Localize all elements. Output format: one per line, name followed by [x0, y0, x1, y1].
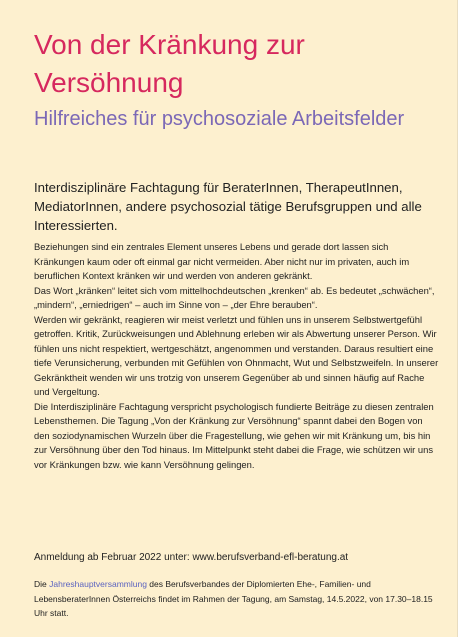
meeting-note-highlight: Jahreshauptversammlung [49, 579, 147, 589]
body-text [34, 240, 439, 472]
body-paragraph-2: Das Wort „kränken“ leitet sich vom mittelhochdeutschen „krenken“ ab. Es bedeutet „schwächen“, „mindern“, „erniedrigen“ – auch im Sinne von – „der Ehre berauben“. [34, 284, 435, 310]
lead-paragraph: Interdisziplinäre Fachtagung für BeraterInnen, TherapeutInnen, MediatorInnen, andere psychosozial tätige Berufsgruppen und alle Interessierten. [34, 180, 422, 233]
meeting-note-rest: des Berufsverbandes der Diplomierten Ehe-, Familien- und LebensberaterInnen Österreichs findet im Rahmen der Tagung, am Samstag, 14.5.2022, von 17.30–18.15 Uhr statt. [34, 579, 433, 618]
meeting-note [34, 577, 439, 621]
page-title: Von der Kränkung zur Versöhnung [34, 29, 305, 98]
body-paragraph-3: Werden wir gekränkt, reagieren wir meist verletzt und fühlen uns in unserem Selbstwertgefühl getroffen. Kritik, Zurückweisungen und Ablehnung erleben wir als Abwertung unserer Person. Wir fühlen uns nicht respektiert, wertgeschätzt, angenommen und verstanden. Daraus resultiert eine tiefe Verunsicherung, verbunden mit Gefühlen von Ohnmacht, Wut und Selbstzweifeln. In unserer Gekränktheit wenden wir uns trotzig von unserem Gegenüber ab und sinnen häufig auf Rache und Vergeltung. [34, 313, 439, 397]
meeting-note-prefix: Die [34, 579, 50, 589]
page-subtitle: Hilfreiches für psychosoziale Arbeitsfelder [34, 108, 405, 130]
body-paragraph-1: Beziehungen sind ein zentrales Element unseres Lebens und gerade dort lassen sich Kränkungen kaum oder oft einmal gar nicht vermeiden. Aber nicht nur im privaten, auch im beruflichen Kontext kränken wir und werden von anderen gekränkt. [34, 241, 410, 281]
body-paragraph-4: Die Interdisziplinäre Fachtagung verspricht psychologisch fundierte Beiträge zu diesen zentralen Lebensthemen. Die Tagung „Von der Kränkung zur Versöhnung“ spannt dabei den Bogen von den soziodynamischen Wurzeln über die Fragestellung, wie gehen wir mit Kränkung um, bis hin zur Versöhnung über den Tod hinaus. Im Mittelpunkt steht dabei die Frage, wie schützen wir uns vor Kränkungen bzw. wie kann Versöhnung gelingen. [34, 400, 434, 470]
registration-info: Anmeldung ab Februar 2022 unter: www.berufsverband-efl-beratung.at [34, 552, 349, 563]
